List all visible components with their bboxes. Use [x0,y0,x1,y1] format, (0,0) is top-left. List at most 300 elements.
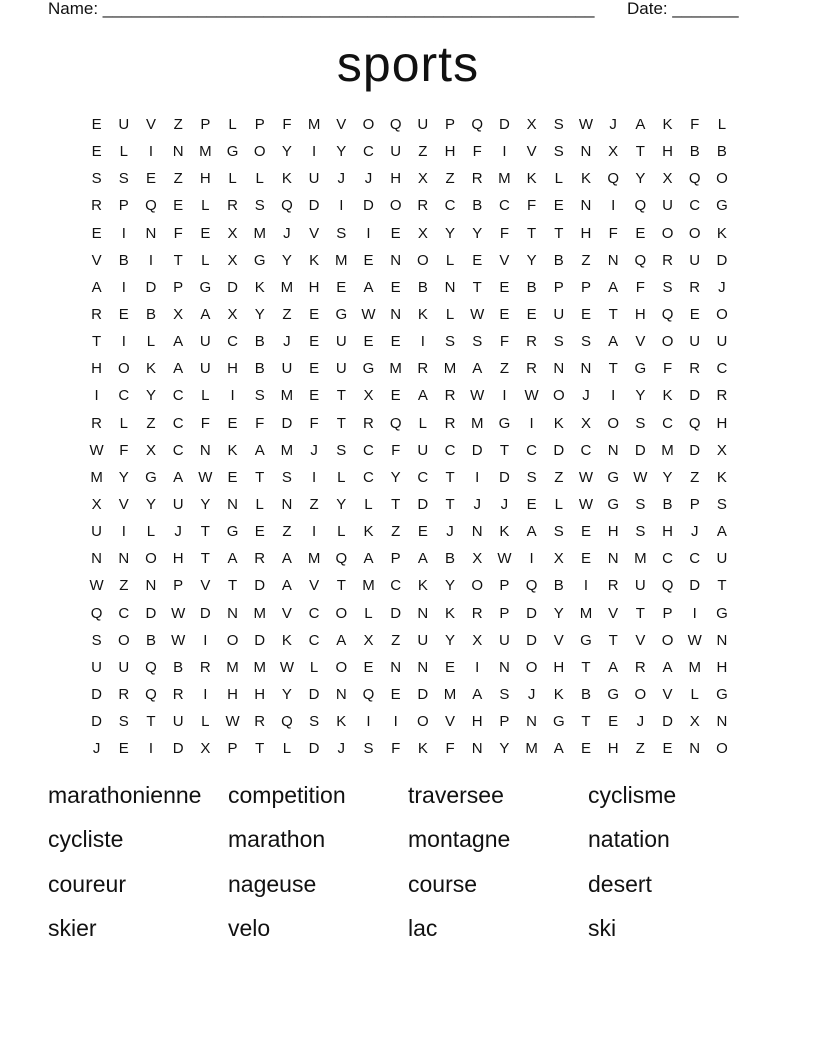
grid-cell: G [362,360,375,378]
grid-cell: E [553,197,564,215]
grid-cell: P [553,278,564,296]
grid-cell: G [580,631,592,649]
grid-row [83,195,743,222]
grid-cell: Q [661,305,674,323]
grid-row [83,494,743,521]
grid-cell: I [420,333,425,351]
grid-cell: E [526,305,537,323]
grid-cell: T [608,360,618,378]
grid-cell: P [499,604,510,622]
grid-cell: N [716,713,728,731]
grid-cell: H [634,305,646,323]
grid-cell: I [148,143,154,161]
grid-cell: C [172,387,184,405]
grid-cell: A [91,278,102,296]
grid-cell: H [227,360,238,378]
grid-cell: U [281,360,293,378]
grid-cell: I [611,387,616,405]
grid-cell: H [254,685,266,703]
grid-cell: H [607,740,619,758]
grid-cell: J [283,333,291,351]
grid-cell: D [308,740,320,758]
grid-cell: V [445,713,456,731]
grid-cell: C [662,550,673,568]
grid-cell: G [607,468,619,486]
grid-cell: H [553,658,565,676]
grid-cell: Y [145,495,156,513]
grid-cell: I [148,251,154,269]
grid-cell: R [607,577,619,595]
grid-cell: Z [282,523,292,541]
grid-cell: Q [362,685,375,703]
grid-cell: S [472,333,483,351]
grid-cell: Z [391,523,401,541]
grid-cell: D [308,197,320,215]
grid-cell: J [283,224,291,242]
grid-cell: D [498,468,510,486]
grid-cell: E [91,143,102,161]
grid-cell: V [553,631,564,649]
grid-cell: V [200,577,211,595]
grid-cell: Y [499,740,510,758]
grid-cell: L [228,116,237,133]
grid-cell: A [363,278,374,296]
name-field-label[interactable]: Name: ____________________________________________________ [48,0,595,18]
grid-cell: R [118,685,130,703]
grid-cell: N [444,278,456,296]
grid-cell: D [172,740,184,758]
grid-cell: R [417,197,429,215]
word-list-item: desert [588,870,652,897]
grid-cell: L [119,414,128,432]
grid-cell: M [307,550,321,568]
grid-cell: H [716,414,728,432]
grid-cell: T [445,495,455,513]
grid-cell: F [635,278,645,296]
grid-cell: F [499,224,509,242]
grid-cell: M [280,387,294,405]
grid-cell: L [337,468,346,486]
grid-cell: J [310,441,318,459]
grid-cell: Q [281,713,293,731]
grid-cell: Z [499,360,509,378]
grid-cell: S [445,333,456,351]
grid-cell: M [280,441,294,459]
grid-cell: K [254,278,265,296]
grid-cell: F [499,333,509,351]
grid-cell: K [526,170,537,188]
grid-cell: F [309,414,319,432]
grid-cell: Y [445,631,456,649]
grid-cell: X [417,170,428,188]
grid-cell: M [253,224,266,242]
grid-cell: U [118,658,130,676]
grid-cell: S [91,631,102,649]
grid-cell: S [635,523,646,541]
grid-cell: T [336,387,346,405]
grid-cell: O [471,577,484,595]
grid-cell: S [499,685,510,703]
grid-cell: P [118,197,129,215]
grid-cell: T [581,658,591,676]
grid-cell: D [363,197,374,215]
grid-cell: C [227,333,238,351]
grid-row [83,331,743,358]
word-list-item: natation [588,826,670,853]
grid-cell: Z [309,495,319,513]
grid-cell: X [472,631,483,649]
grid-cell: N [172,143,184,161]
grid-cell: Q [335,550,348,568]
grid-cell: V [281,604,292,622]
grid-cell: L [554,170,563,188]
grid-cell: M [498,170,511,188]
grid-cell: I [475,468,480,486]
grid-cell: B [145,631,156,649]
grid-cell: L [255,170,264,188]
grid-cell: G [226,523,239,541]
grid-cell: E [635,224,646,242]
grid-cell: D [91,685,103,703]
grid-cell: N [471,740,483,758]
grid-cell: M [470,414,484,432]
grid-cell: N [417,604,429,622]
grid-cell: U [172,495,184,513]
grid-cell: O [661,333,674,351]
grid-cell: C [390,577,402,595]
grid-cell: D [471,441,483,459]
grid-cell: E [145,170,156,188]
grid-cell: U [553,305,565,323]
grid-cell: T [717,577,727,595]
grid-cell: P [173,278,184,296]
grid-cell: S [91,170,102,188]
grid-cell: B [580,685,591,703]
grid-cell: E [390,387,401,405]
grid-cell: W [89,441,104,459]
grid-cell: U [335,360,347,378]
grid-cell: K [336,713,347,731]
grid-cell: T [200,550,210,568]
grid-cell: D [689,387,701,405]
grid-cell: C [689,197,701,215]
grid-cell: E [526,495,537,513]
grid-cell: B [689,143,700,161]
grid-cell: S [553,523,564,541]
grid-cell: R [199,658,211,676]
grid-cell: P [227,740,238,758]
grid-cell: H [308,278,320,296]
grid-cell: F [391,740,401,758]
grid-cell: A [336,631,347,649]
grid-cell: E [580,740,591,758]
grid-cell: K [227,441,238,459]
grid-cell: H [227,685,238,703]
grid-cell: A [200,305,211,323]
grid-cell: X [363,631,374,649]
grid-cell: A [417,387,428,405]
grid-cell: E [363,658,374,676]
grid-cell: S [553,116,564,133]
grid-cell: D [526,604,538,622]
grid-cell: T [255,740,265,758]
grid-cell: J [527,685,536,703]
grid-cell: R [716,387,728,405]
grid-row [83,413,743,440]
grid-cell: F [445,740,455,758]
grid-cell: K [499,523,510,541]
grid-cell: H [199,170,211,188]
grid-cell: A [716,523,727,541]
grid-cell: R [689,360,701,378]
grid-cell: C [118,387,130,405]
grid-cell: E [390,278,401,296]
grid-cell: G [226,143,239,161]
grid-cell: U [417,631,429,649]
grid-cell: D [227,278,238,296]
grid-cell: E [390,333,401,351]
grid-row [83,657,743,684]
grid-cell: K [417,740,428,758]
grid-cell: I [692,604,697,622]
grid-cell: T [472,278,482,296]
grid-cell: B [553,577,564,595]
grid-cell: L [364,604,373,622]
grid-cell: Z [282,305,292,323]
grid-cell: D [689,577,701,595]
grid-cell: T [92,333,102,351]
grid-cell: C [308,604,320,622]
grid-cell: E [580,550,591,568]
grid-cell: T [173,251,183,269]
grid-cell: Q [389,414,402,432]
grid-cell: I [121,224,126,242]
grid-cell: K [417,305,428,323]
grid-cell: C [444,197,456,215]
grid-cell: D [634,441,646,459]
grid-cell: F [391,441,401,459]
grid-row [83,223,743,250]
grid-cell: W [225,713,240,731]
grid-cell: D [145,604,157,622]
grid-cell: Q [145,197,157,215]
grid-cell: U [199,360,211,378]
grid-cell: D [417,495,429,513]
grid-row [83,738,743,765]
grid-cell: P [662,604,673,622]
grid-cell: F [255,414,265,432]
grid-cell: A [553,740,564,758]
grid-cell: T [635,604,645,622]
grid-cell: W [633,468,648,486]
word-list-item: coureur [48,870,126,897]
grid-cell: C [308,631,320,649]
word-list-item: ski [588,914,617,941]
grid-cell: N [580,197,592,215]
grid-cell: U [716,333,728,351]
grid-cell: M [579,604,593,622]
grid-cell: K [417,577,428,595]
grid-cell: R [227,197,238,215]
grid-cell: X [173,305,184,323]
grid-cell: S [635,495,646,513]
grid-cell: Y [662,468,673,486]
grid-cell: E [227,414,238,432]
grid-cell: G [145,468,157,486]
grid-cell: R [254,550,266,568]
word-list-item: velo [228,914,271,941]
grid-cell: K [580,170,591,188]
grid-cell: Q [90,604,103,622]
grid-cell: X [472,550,483,568]
grid-cell: Y [553,604,564,622]
grid-cell: K [553,414,564,432]
grid-cell: E [580,523,591,541]
grid-cell: Z [635,740,645,758]
page-title: sports [336,36,480,92]
date-field-label[interactable]: Date: _______ [627,0,739,18]
grid-cell: I [312,143,317,161]
grid-cell: L [146,523,156,541]
grid-cell: U [91,523,103,541]
grid-cell: D [145,278,157,296]
grid-cell: B [118,251,129,269]
grid-cell: K [281,170,292,188]
grid-cell: A [173,468,184,486]
grid-cell: P [689,495,700,513]
grid-cell: X [608,143,619,161]
grid-cell: O [661,224,674,242]
grid-cell: C [363,468,374,486]
grid-cell: I [121,523,126,541]
grid-cell: E [390,685,401,703]
grid-cell: A [417,550,428,568]
grid-cell: Z [554,468,564,486]
grid-cell: L [201,387,210,405]
grid-cell: B [145,305,156,323]
grid-cell: N [390,251,402,269]
grid-cell: H [662,523,673,541]
grid-cell: H [91,360,103,378]
grid-cell: I [203,685,208,703]
grid-cell: I [366,224,371,242]
grid-cell: J [636,713,645,731]
grid-cell: L [309,658,319,676]
grid-cell: A [635,116,646,133]
grid-row [83,385,743,412]
grid-cell: M [90,468,103,486]
grid-cell: Y [526,251,537,269]
grid-cell: T [635,143,645,161]
grid-cell: J [690,523,699,541]
grid-cell: E [200,224,211,242]
grid-cell: M [688,658,701,676]
grid-cell: Q [607,170,619,188]
word-list-item: traversee [408,782,504,808]
grid-cell: A [662,658,673,676]
grid-cell: L [282,740,292,758]
grid-cell: E [363,333,374,351]
grid-cell: N [471,523,483,541]
grid-cell: R [91,197,103,215]
grid-cell: N [390,658,402,676]
grid-cell: R [526,360,538,378]
grid-cell: X [662,170,673,188]
grid-cell: B [254,333,265,351]
grid-cell: O [607,414,619,432]
grid-cell: I [203,631,208,649]
grid-cell: S [254,387,265,405]
grid-cell: G [607,495,619,513]
grid-cell: Y [254,305,265,323]
grid-cell: D [254,631,266,649]
grid-cell: N [145,577,157,595]
grid-cell: I [148,740,154,758]
grid-row [83,304,743,331]
grid-cell: M [443,360,457,378]
grid-cell: N [417,658,429,676]
grid-cell: L [201,197,210,215]
letter-grid [83,114,743,765]
grid-cell: Y [445,224,456,242]
grid-cell: T [499,441,509,459]
grid-cell: T [608,305,618,323]
grid-row [83,467,743,494]
grid-cell: P [173,577,184,595]
grid-cell: U [335,333,347,351]
grid-cell: C [526,441,538,459]
grid-cell: U [118,116,130,133]
grid-cell: W [578,495,594,513]
grid-row [83,114,743,141]
grid-cell: J [473,495,481,513]
grid-cell: S [662,278,673,296]
grid-cell: O [716,740,728,758]
grid-cell: I [230,387,235,405]
grid-cell: T [200,523,210,541]
word-list-item: cycliste [48,826,124,853]
grid-cell: I [312,523,317,541]
word-list-item: marathonienne [48,782,202,808]
grid-cell: N [145,224,157,242]
grid-cell: K [309,251,320,269]
grid-cell: I [502,143,507,161]
grid-cell: D [417,685,429,703]
grid-cell: Q [661,577,674,595]
grid-cell: W [497,550,512,568]
grid-cell: B [254,360,265,378]
grid-cell: Q [688,414,701,432]
grid-cell: B [417,278,428,296]
grid-cell: Y [200,495,211,513]
grid-cell: E [309,360,320,378]
grid-cell: G [498,414,511,432]
grid-cell: N [607,251,619,269]
grid-cell: K [145,360,156,378]
grid-cell: T [608,631,618,649]
grid-cell: S [254,197,265,215]
grid-cell: A [608,658,619,676]
grid-cell: X [580,414,591,432]
grid-cell: L [119,143,128,161]
grid-cell: X [526,116,537,133]
grid-cell: E [91,224,102,242]
grid-cell: R [91,305,103,323]
grid-cell: V [336,116,347,133]
grid-cell: R [363,414,374,432]
grid-cell: L [201,251,210,269]
grid-cell: X [227,224,238,242]
